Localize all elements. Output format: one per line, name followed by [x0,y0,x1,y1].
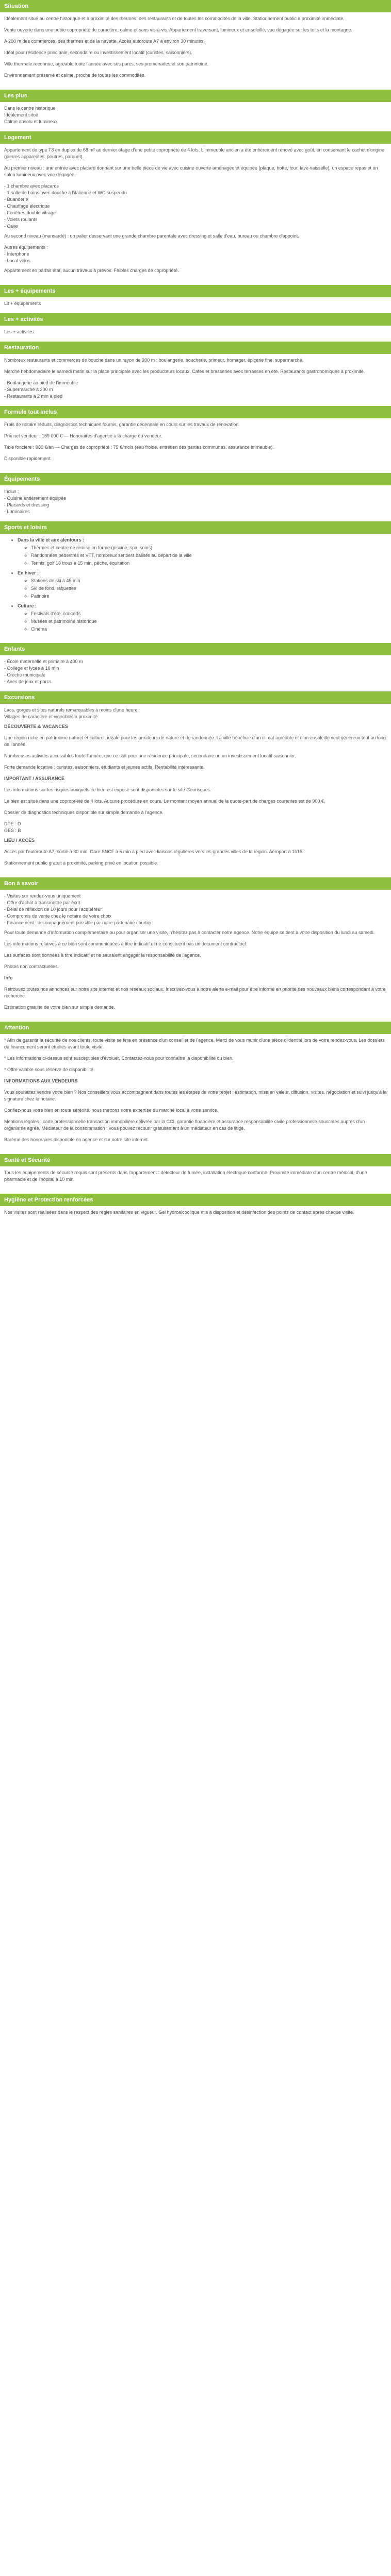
section-title: Les + équipements [0,285,391,297]
plus-line: Idéalement situé [4,112,39,117]
paragraph: Frais de notaire réduits, diagnostics techniques fournis, garantie décennale en cours sur les travaux de rénovation. [4,422,240,427]
section-title: Restauration [0,342,391,354]
list-item: ◦ Patinoire [31,593,387,600]
line: DPE : D [4,821,21,826]
logement-line: - Local vélos [4,258,30,263]
section-activites-plus [0,313,391,342]
section-attention [0,1022,391,1154]
paragraph: Dossier de diagnostics techniques disponible sur simple demande à l'agence. [4,810,164,815]
paragraph: Ville thermale reconnue, agréable toute l'année avec ses parcs, ses promenades et son patrimoine. [4,61,209,66]
list-item: ◦ Festivals d'été, concerts [31,611,387,617]
section-title: Les plus [0,90,391,102]
section-restauration [0,342,391,406]
paragraph: Environnement préservé et calme, proche de toutes les commodités. [4,73,146,78]
paragraph: Au premier niveau : une entrée avec placard donnant sur une belle pièce de vie avec cuisine ouverte aménagée et équipée (plaque, hotte, four, lave-vaisselle), un espace repas et un salon lumineux avec vue dégagée. [4,165,378,177]
paragraph: * Afin de garantir la sécurité de nos clients, toute visite se fera en présence d'un conseiller de l'agence. Merci de vous munir d'une pièce d'identité lors de votre rendez-vous. Les dossiers de financement seront étudiés avant toute visite. [4,1038,385,1049]
plus-line: Dans le centre historique [4,106,56,111]
logement-line: - Buanderie [4,197,28,202]
line: Inclus : [4,489,19,494]
paragraph: Vous souhaitez vendre votre bien ? Nos conseillers vous accompagnent dans toutes les étapes de votre projet : estimation, mise en valeur, diffusion, visites, négociation et suivi jusqu'à la signature chez le notaire. [4,1090,387,1101]
paragraph: Vente ouverte dans une petite copropriété de caractère, calme et sans vis-à-vis. Appartement traversant, lumineux et ensoleillé, vue dégagée sur les toits et la montagne. [4,27,352,32]
subheading: DÉCOUVERTE & VACANCES [4,724,68,729]
section-title: Bon à savoir [0,877,391,890]
logement-line: - Cave [4,224,18,229]
logement-line: - Volets roulants [4,217,38,222]
section-title: Hygiène et Protection renforcées [0,1194,391,1206]
list-item: ◦ Stations de ski à 45 min [31,578,387,584]
line: GES : B [4,828,21,833]
paragraph: Confiez-nous votre bien en toute sérénité, nous mettons notre expertise du marché local à votre service. [4,1108,219,1113]
subheading: Info [4,975,13,980]
line: - Aires de jeux et parcs [4,679,52,684]
paragraph: Au second niveau (mansardé) : un palier desservant une grande chambre parentale avec dressing et salle d'eau, bureau ou chambre d'appoint. [4,233,299,239]
section-title: Logement [0,131,391,144]
logement-line: - Chauffage électrique [4,204,50,209]
paragraph: Les informations relatives à ce bien sont communiquées à titre indicatif et ne constituent pas un document contractuel. [4,941,248,946]
section-equipements [0,473,391,521]
list-item: ◦ Cinéma [31,626,387,633]
section-title: Excursions [0,691,391,704]
paragraph: Prix net vendeur : 189 000 € — Honoraires d'agence à la charge du vendeur. [4,433,162,438]
line: - Boulangerie au pied de l'immeuble [4,380,78,385]
paragraph: Appartement en parfait état, aucun travaux à prévoir. Faibles charges de copropriété. [4,268,179,273]
section-les-plus [0,90,391,131]
sports-group [18,603,387,633]
paragraph: Nombreux restaurants et commerces de bouche dans un rayon de 200 m : boulangerie, boucherie, primeur, fromager, épicerie fine, supermarché. [4,358,304,363]
paragraph: Barème des honoraires disponible en agence et sur notre site internet. [4,1137,149,1142]
paragraph: Taxe foncière : 980 €/an — Charges de copropriété : 75 €/mois (eau froide, entretien des parties communes, assurance immeuble). [4,445,274,450]
paragraph: A 200 m des commerces, des thermes et de la navette. Accès autoroute A7 à environ 30 minutes. [4,39,205,44]
paragraph: Accès par l'autoroute A7, sortie à 30 min. Gare SNCF à 5 min à pied avec liaisons régulières vers les grandes villes de la région. Aéroport à 1h15. [4,849,304,854]
paragraph: * Les informations ci-dessus sont susceptibles d'évoluer. Contactez-nous pour connaître la disponibilité du bien. [4,1056,234,1061]
section-title: Enfants [0,643,391,655]
paragraph: Le bien est situé dans une copropriété de 4 lots. Aucune procédure en cours. Le montant moyen annuel de la quote-part de charges courantes est de 900 €. [4,799,325,804]
line: - Luminaires [4,509,30,514]
line: Lit + équipements [4,301,41,306]
plus-line: Calme absolu et lumineux [4,119,58,124]
logement-line: - Fenêtres double vitrage [4,210,56,215]
section-title: Attention [0,1022,391,1034]
line: - Compromis de vente chez le notaire de votre choix [4,913,112,919]
list-item: ◦ Thermes et centre de remise en forme (piscine, spa, soins) [31,545,387,551]
section-equipements-plus [0,285,391,313]
line: Les + activités [4,329,34,334]
section-logement [0,131,391,285]
section-bon-a-savoir [0,877,391,1022]
section-title: Équipements [0,473,391,485]
paragraph: Appartement de type T3 en duplex de 68 m² au dernier étage d'une petite copropriété de 4 lots. L'immeuble ancien a été entièrement rénové avec goût, en conservant le cachet d'origine (pierres apparentes, poutres, parquet). [4,147,384,159]
paragraph: Photos non contractuelles. [4,964,59,969]
section-title: Formule tout inclus [0,406,391,418]
section-enfants [0,643,391,691]
paragraph: Stationnement public gratuit à proximité, parking privé en location possible. [4,860,158,866]
sports-group-head: Culture : [18,603,37,608]
paragraph: Nos visites sont réalisées dans le respect des règles sanitaires en vigueur. Gel hydroalcoolique mis à disposition et désinfection des points de contact après chaque visite. [4,1210,354,1215]
logement-line: - Interphone [4,251,29,257]
line: - Placards et dressing [4,502,50,507]
sports-list [4,537,387,633]
line: - Crèche municipale [4,672,46,677]
subheading: LIEU / ACCÈS [4,838,35,843]
logement-line: Autres équipements : [4,245,48,250]
section-formule [0,406,391,473]
section-title: Sports et loisirs [0,521,391,534]
line: - École maternelle et primaire à 400 m [4,659,83,664]
subheading: INFORMATIONS AUX VENDEURS [4,1078,78,1083]
paragraph: Nombreuses activités accessibles toute l'année, que ce soit pour une résidence principale, secondaire ou un investissement locatif saisonnier. [4,753,296,758]
line: - Délai de réflexion de 10 jours pour l'acquéreur [4,907,102,912]
paragraph: * Offre valable sous réserve de disponibilité. [4,1067,95,1072]
paragraph: Retrouvez toutes nos annonces sur notre site internet et nos réseaux sociaux. Inscrivez-vous à notre alerte e-mail pour être informé en priorité des nouveaux biens correspondant à votre recherche. [4,987,386,998]
list-item: ◦ Randonnées pédestres et VTT, nombreux sentiers balisés au départ de la ville [31,552,387,559]
list-item: ◦ Musées et patrimoine historique [31,618,387,625]
sports-group-head: En hiver : [18,570,39,575]
line: Lacs, gorges et sites naturels remarquables à moins d'une heure. [4,707,139,713]
paragraph: Mentions légales : carte professionnelle transaction immobilière délivrée par la CCI, garantie financière et assurance responsabilité civile professionnelle souscrites auprès d'un organisme agréé. Médiateur de la consommation : vous pouvez recourir gratuitement à un médiateur en cas de litige. [4,1119,365,1131]
section-title: Les + activités [0,313,391,326]
section-excursions [0,691,391,877]
line: - Supermarché à 300 m [4,387,53,392]
section-title: Situation [0,0,391,12]
paragraph: Idéal pour résidence principale, secondaire ou investissement locatif (curistes, saisonniers). [4,50,192,55]
line: - Cuisine entièrement équipée [4,496,67,501]
paragraph: Marché hebdomadaire le samedi matin sur la place principale avec les producteurs locaux. Cafés et brasseries avec terrasses en été. Restaurants gastronomiques à proximité. [4,369,365,374]
paragraph: Forte demande locative : curistes, saisonniers, étudiants et jeunes actifs. Rentabilité intéressante. [4,765,205,770]
line: Villages de caractère et vignobles à proximité. [4,714,99,719]
sports-group [18,537,387,567]
paragraph: Une région riche en patrimoine naturel et culturel, idéale pour les amateurs de nature et de randonnée. La ville bénéficie d'un climat agréable et d'un ensoleillement généreux tout au long de l'année. [4,735,386,747]
paragraph: Pour toute demande d'information complémentaire ou pour organiser une visite, n'hésitez pas à contacter notre agence. Notre équipe se tient à votre disposition du lundi au samedi. [4,930,375,935]
sports-group-head: Dans la ville et aux alentours : [18,537,85,543]
sports-group [18,570,387,600]
subheading: IMPORTANT / ASSURANCE [4,776,64,781]
paragraph: Estimation gratuite de votre bien sur simple demande. [4,1005,116,1010]
logement-line: - 1 salle de bains avec douche à l'italienne et WC suspendu [4,190,127,195]
paragraph: Les informations sur les risques auxquels ce bien est exposé sont disponibles sur le site Géorisques. [4,787,211,792]
paragraph: Disponible rapidement. [4,456,52,461]
line: - Visites sur rendez-vous uniquement [4,893,81,899]
section-sante [0,1154,391,1194]
line: - Offre d'achat à transmettre par écrit [4,900,80,905]
listing-page [0,0,391,1227]
line: - Financement : accompagnement possible par notre partenaire courtier [4,920,152,925]
list-item: ◦ Ski de fond, raquettes [31,585,387,592]
paragraph: Idéalement situé au centre historique et à proximité des thermes, des restaurants et de toutes les commodités de la ville. Stationnement public à proximité immédiate. [4,16,345,21]
logement-line: - 1 chambre avec placards [4,183,59,189]
line: - Restaurants à 2 min à pied [4,394,63,399]
section-title: Santé et Sécurité [0,1154,391,1166]
paragraph: Les surfaces sont données à titre indicatif et ne sauraient engager la responsabilité de l'agence. [4,953,201,958]
section-hygiene [0,1194,391,1227]
list-item: ◦ Tennis, golf 18 trous à 15 min, pêche, équitation [31,560,387,567]
section-sports [0,521,391,643]
paragraph: Tous les équipements de sécurité requis sont présents dans l'appartement : détecteur de fumée, installation électrique conforme. Proximité immédiate d'un centre médical, d'une pharmacie et de l'hôpital à 10 min. [4,1170,367,1182]
section-situation [0,0,391,90]
line: - Collège et lycée à 10 min [4,666,59,671]
